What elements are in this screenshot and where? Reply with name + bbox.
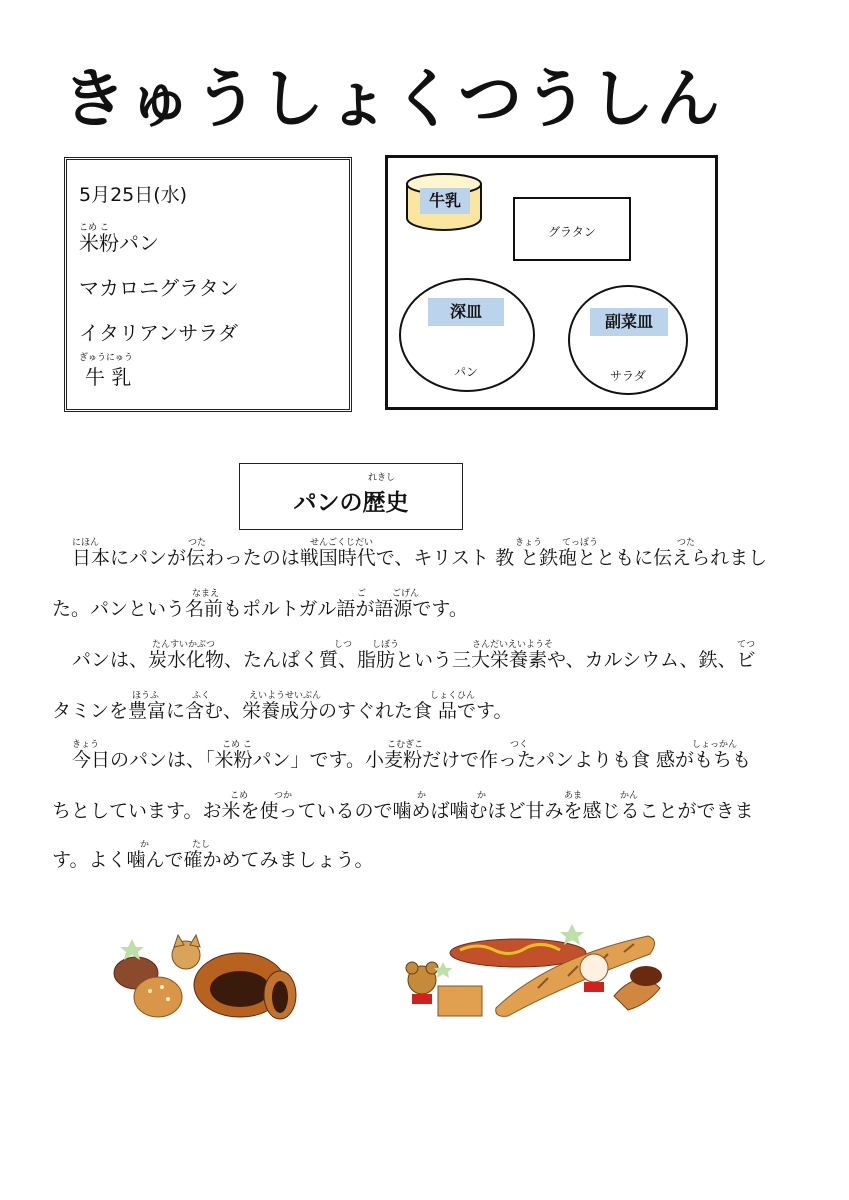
side-plate-tag: 副菜皿 <box>590 308 668 336</box>
ruby-reading: たし <box>192 840 211 850</box>
menu-date: 5月25日(水) <box>79 184 188 206</box>
ruby-reading: ご <box>357 589 367 599</box>
paragraph-line: ちとしています。お米を使っているので噛めば噛むほど甘みを感じることができま <box>52 800 754 822</box>
ruby-reading: しぼう <box>372 640 400 650</box>
ruby-reading: か <box>140 840 150 850</box>
ruby-reading: つた <box>677 538 696 548</box>
ruby-reading: せんごくじだい <box>310 538 374 548</box>
ruby-reading: にほん <box>72 538 100 548</box>
paragraph-line: タミンを豊富に含む、栄養成分のすぐれた食 品です。 <box>52 700 513 722</box>
paragraph-line: す。よく噛んで確かめてみましょう。 <box>52 849 374 871</box>
ruby-reading: こめ こ <box>222 740 252 750</box>
menu-item: イタリアンサラダ <box>79 321 238 345</box>
gratin-label: グラタン <box>548 225 596 239</box>
ruby-reading: か <box>477 791 487 801</box>
ruby-reading: さんだいえいようそ <box>472 640 554 650</box>
deep-plate-label: パン <box>453 365 478 379</box>
section-heading-box <box>239 463 463 530</box>
ruby-reading: しつ <box>334 640 353 650</box>
menu-item: 米粉パン <box>79 231 159 255</box>
ruby-reading: ほうふ <box>132 691 160 701</box>
ruby-reading: つか <box>274 791 293 801</box>
ruby-reading: しょくひん <box>430 691 476 701</box>
ruby-reading: てつ <box>737 640 756 650</box>
milk-tag: 牛乳 <box>420 188 470 214</box>
paragraph-line: 日本にパンが伝わったのは戦国時代で、キリスト 教 と鉄砲とともに伝えられまし <box>72 547 768 569</box>
ruby-reading: きょう <box>515 538 543 548</box>
gratin-dish <box>513 197 631 261</box>
ruby-reading: こめ <box>230 791 249 801</box>
ruby-reading: つた <box>188 538 207 548</box>
ruby-reading: か <box>417 791 427 801</box>
side-plate-label: サラダ <box>610 369 646 383</box>
ruby-reading: きょう <box>72 740 100 750</box>
ruby-reading: なまえ <box>192 589 220 599</box>
heading-ruby: れきし <box>368 473 396 483</box>
ruby-reading: ごげん <box>392 589 420 599</box>
menu-item: マカロニグラタン <box>79 276 239 300</box>
deep-plate-tag: 深皿 <box>428 298 504 326</box>
bread-illustration-left <box>108 925 308 1025</box>
bread-illustration-right <box>398 918 673 1023</box>
menu-item: 牛 乳 <box>85 365 132 389</box>
paragraph-line: た。パンという名前もポルトガル語が語源です。 <box>52 598 468 620</box>
menu-item-ruby: こめ こ <box>79 223 109 233</box>
ruby-reading: かん <box>620 791 639 801</box>
ruby-reading: つく <box>510 740 529 750</box>
paragraph-line: 今日のパンは、「米粉パン」です。小麦粉だけで作ったパンよりも食 感がもちも <box>72 749 752 771</box>
ruby-reading: あま <box>564 791 583 801</box>
tray-diagram <box>385 155 718 410</box>
ruby-reading: てっぽう <box>562 538 599 548</box>
menu-item-ruby: ぎゅうにゅう <box>79 353 133 363</box>
section-heading: パンの歴史 <box>293 490 409 516</box>
ruby-reading: しょっかん <box>692 740 738 750</box>
menu-box <box>64 157 352 412</box>
ruby-reading: こむぎこ <box>387 740 424 750</box>
ruby-reading: ふく <box>192 691 211 701</box>
ruby-reading: たんすいかぶつ <box>152 640 216 650</box>
page-title: きゅうしょくつうしん <box>62 63 722 137</box>
paragraph-line: パンは、炭水化物、たんぱく質、脂肪という三大栄養素や、カルシウム、鉄、ビ <box>72 649 756 671</box>
ruby-reading: えいようせいぶん <box>249 691 322 701</box>
